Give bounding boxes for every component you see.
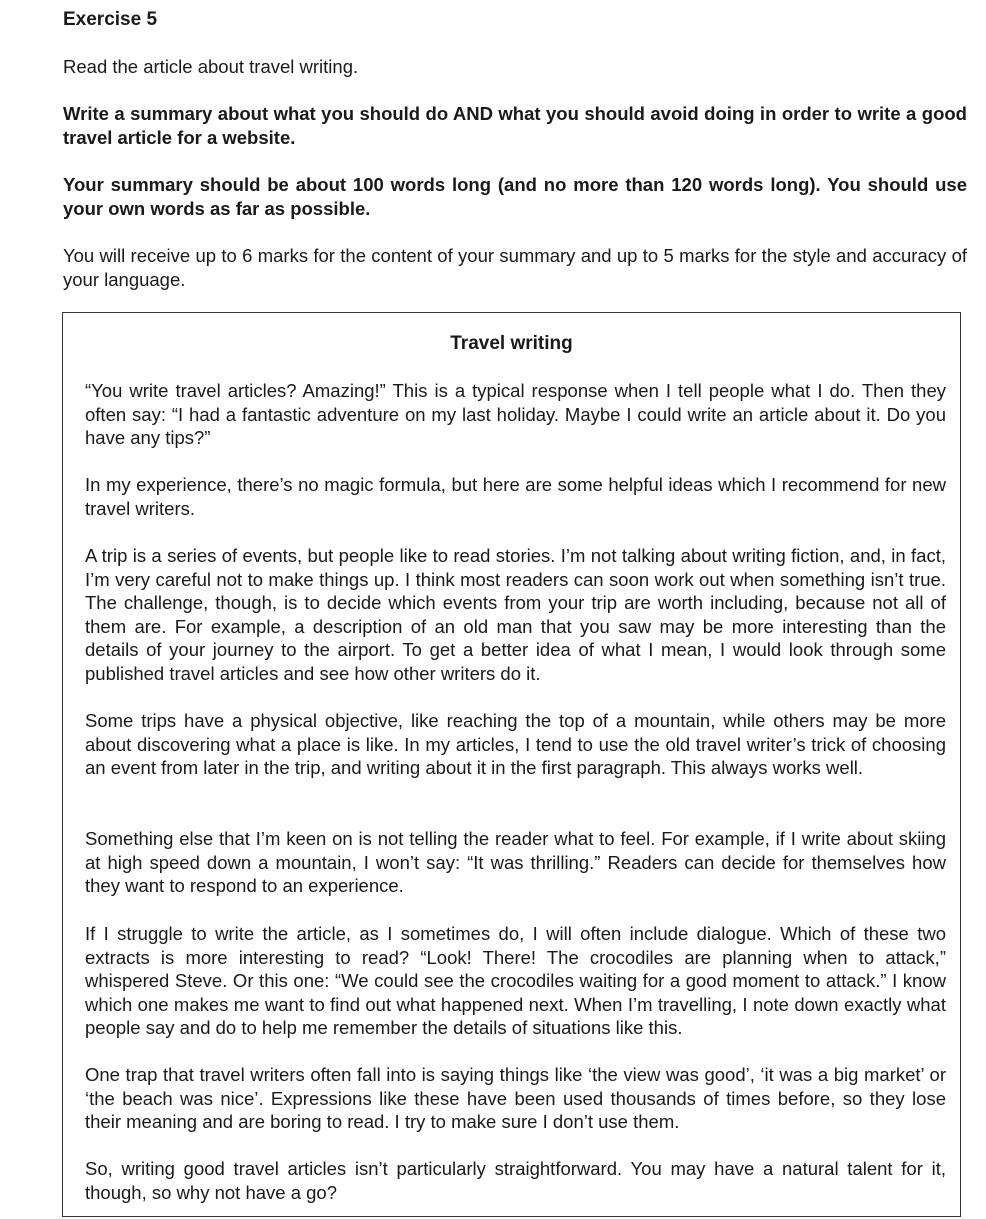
article-paragraph: Something else that I’m keen on is not telling the reader what to feel. For example, if I write about skiing at high speed down a mountain, I won’t say: “It was thrilling.” Readers can decide for themselves how they want to respond to an experience.	[85, 828, 946, 896]
article-paragraph: One trap that travel writers often fall into is saying things like ‘the view was good’, ‘it was a big market’ or ‘the beach was nice’. Expressions like these have been used thousands of times before, so they lose their meaning and are boring to read. I try to make sure I don’t use them.	[85, 1064, 946, 1132]
article-box	[62, 312, 961, 1217]
article-paragraph: So, writing good travel articles isn’t particularly straightforward. You may have a natural talent for it, though, so why not have a go?	[85, 1158, 946, 1203]
article-paragraph: Some trips have a physical objective, like reaching the top of a mountain, while others may be more about discovering what a place is like. In my articles, I tend to use the old travel writer’s trick of choosing an event from later in the trip, and writing about it in the first paragraph. This always works well.	[85, 710, 946, 778]
article-paragraph: A trip is a series of events, but people like to read stories. I’m not talking about writing fiction, and, in fact, I’m very careful not to make things up. I think most readers can soon work out when something isn’t true. The challenge, though, is to decide which events from your trip are worth including, because not all of them are. For example, a description of an old man that you saw may be more interesting than the details of your journey to the airport. To get a better idea of what I mean, I would look through some published travel articles and see how other writers do it.	[85, 545, 946, 684]
article-paragraph: If I struggle to write the article, as I sometimes do, I will often include dialogue. Which of these two extracts is more interesting to read? “Look! There! The crocodiles are planning when to attack,” whispered Steve. Or this one: “We could see the crocodiles waiting for a good moment to attack.” I know which one makes me want to find out what happened next. When I’m travelling, I note down exactly what people say and do to help me remember the details of situations like this.	[85, 923, 946, 1038]
article-title: Travel writing	[450, 333, 573, 354]
article-paragraph: In my experience, there’s no magic formula, but here are some helpful ideas which I recommend for new travel writers.	[85, 474, 946, 519]
article-paragraph: “You write travel articles? Amazing!” This is a typical response when I tell people what I do. Then they often say: “I had a fantastic adventure on my last holiday. Maybe I could write an article about it. Do you have any tips?”	[85, 380, 946, 448]
task-instruction: Write a summary about what you should do AND what you should avoid doing in order to write a good travel article for a website.	[63, 103, 967, 148]
marks-info: You will receive up to 6 marks for the content of your summary and up to 5 marks for the style and accuracy of your language.	[63, 245, 967, 290]
exercise-title: Exercise 5	[63, 9, 158, 30]
word-count-instruction: Your summary should be about 100 words long (and no more than 120 words long). You should use your own words as far as possible.	[63, 174, 967, 219]
intro-text: Read the article about travel writing.	[63, 56, 359, 77]
